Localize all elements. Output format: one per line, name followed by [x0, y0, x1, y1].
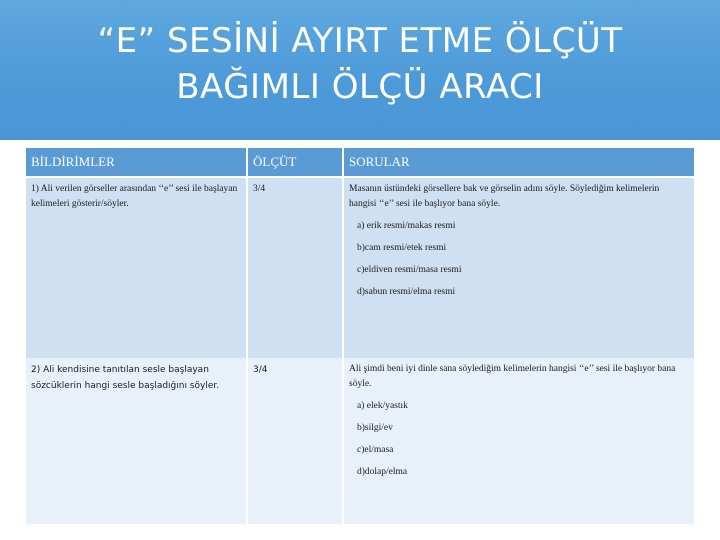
soru-text: Masanın üstündeki görsellere bak ve görselin adını söyle. Söylediğim kelimelerin hangisi ‘‘e’’ sesi ile başlıyor bana söyle.: [349, 184, 660, 209]
option-b: b)silgi/ev: [357, 423, 393, 433]
option-a: a) erik resmi/makas resmi: [357, 221, 456, 231]
option-a: a) elek/yastık: [357, 401, 408, 411]
bildirim-cell: [26, 358, 246, 524]
criteria-table: [26, 148, 694, 524]
option-c: c)el/masa: [357, 445, 394, 455]
bildirim-cell: [26, 178, 246, 358]
slide-title: [0, 18, 720, 110]
olcut-cell: [248, 178, 342, 358]
option-d: d)dolap/elma: [357, 467, 408, 477]
olcut-value: 3/4: [253, 365, 268, 375]
table-row: [26, 358, 694, 524]
header-bildirimler: BİLDİRİMLER: [26, 148, 246, 176]
soru-text: Ali şimdi beni iyi dinle sana söylediğim kelimelerin hangisi ‘‘e’’ sesi ile başlıyor bana söyle.: [349, 364, 676, 389]
soru-cell: [344, 178, 694, 358]
bildirim-text: 1) Ali verilen görseller arasından ‘‘e’’ sesi ile başlayan kelimeleri gösterir/söyler.: [31, 184, 238, 209]
title-line-2: BAĞIMLI ÖLÇÜ ARACI: [176, 67, 544, 107]
olcut-cell: [248, 358, 342, 524]
soru-cell: [344, 358, 694, 524]
title-line-1: “E” SESİNİ AYIRT ETME ÖLÇÜT: [97, 21, 623, 61]
option-b: b)cam resmi/etek resmi: [357, 243, 447, 253]
olcut-value: 3/4: [253, 184, 266, 194]
table-row: [26, 178, 694, 358]
bildirim-text: 2) Ali kendisine tanıtılan sesle başlayan sözcüklerin hangi sesle başladığını söyler.: [31, 365, 220, 391]
header-sorular: SORULAR: [344, 148, 694, 176]
header-olcut: ÖLÇÜT: [248, 148, 342, 176]
option-d: d)sabun resmi/elma resmi: [357, 287, 456, 297]
option-c: c)eldiven resmi/masa resmi: [357, 265, 462, 275]
